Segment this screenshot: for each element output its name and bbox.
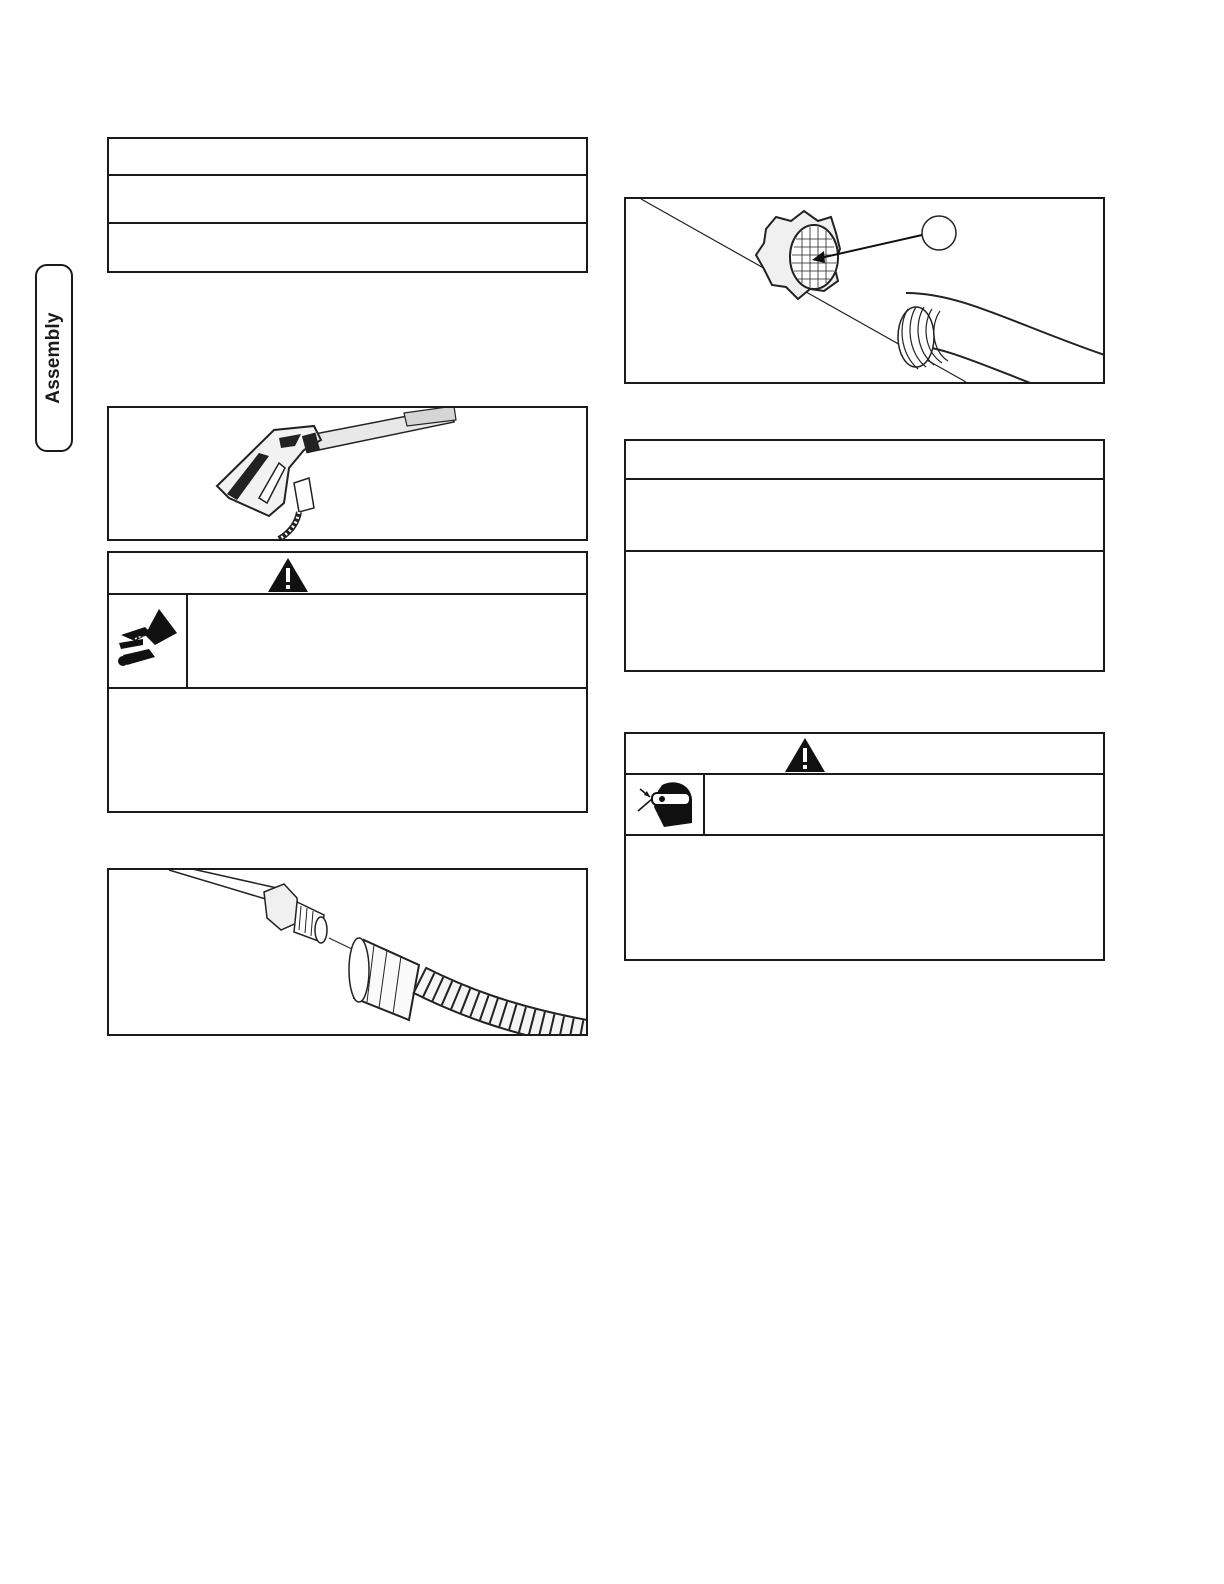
high-pressure-injection-hand-icon: [115, 605, 181, 675]
hose-fitting-illustration: [109, 870, 586, 1034]
note-table-left: [107, 137, 588, 273]
warning-box-left: [107, 551, 588, 813]
figure-spray-gun: [107, 406, 588, 541]
warning-triangle-icon: [267, 557, 309, 593]
inlet-screen-illustration: [626, 199, 1103, 382]
warning-box-right: [624, 732, 1105, 961]
section-tab: [35, 264, 73, 452]
note-table-right: [624, 439, 1105, 672]
callout-circle: [922, 216, 956, 250]
figure-inlet-screen: [624, 197, 1105, 384]
section-tab-label: Assembly: [43, 312, 64, 404]
eye-protection-goggles-icon: [634, 777, 696, 831]
warning-triangle-icon: [784, 737, 826, 773]
spray-gun-illustration: [109, 408, 586, 539]
figure-hose-fitting: [107, 868, 588, 1036]
